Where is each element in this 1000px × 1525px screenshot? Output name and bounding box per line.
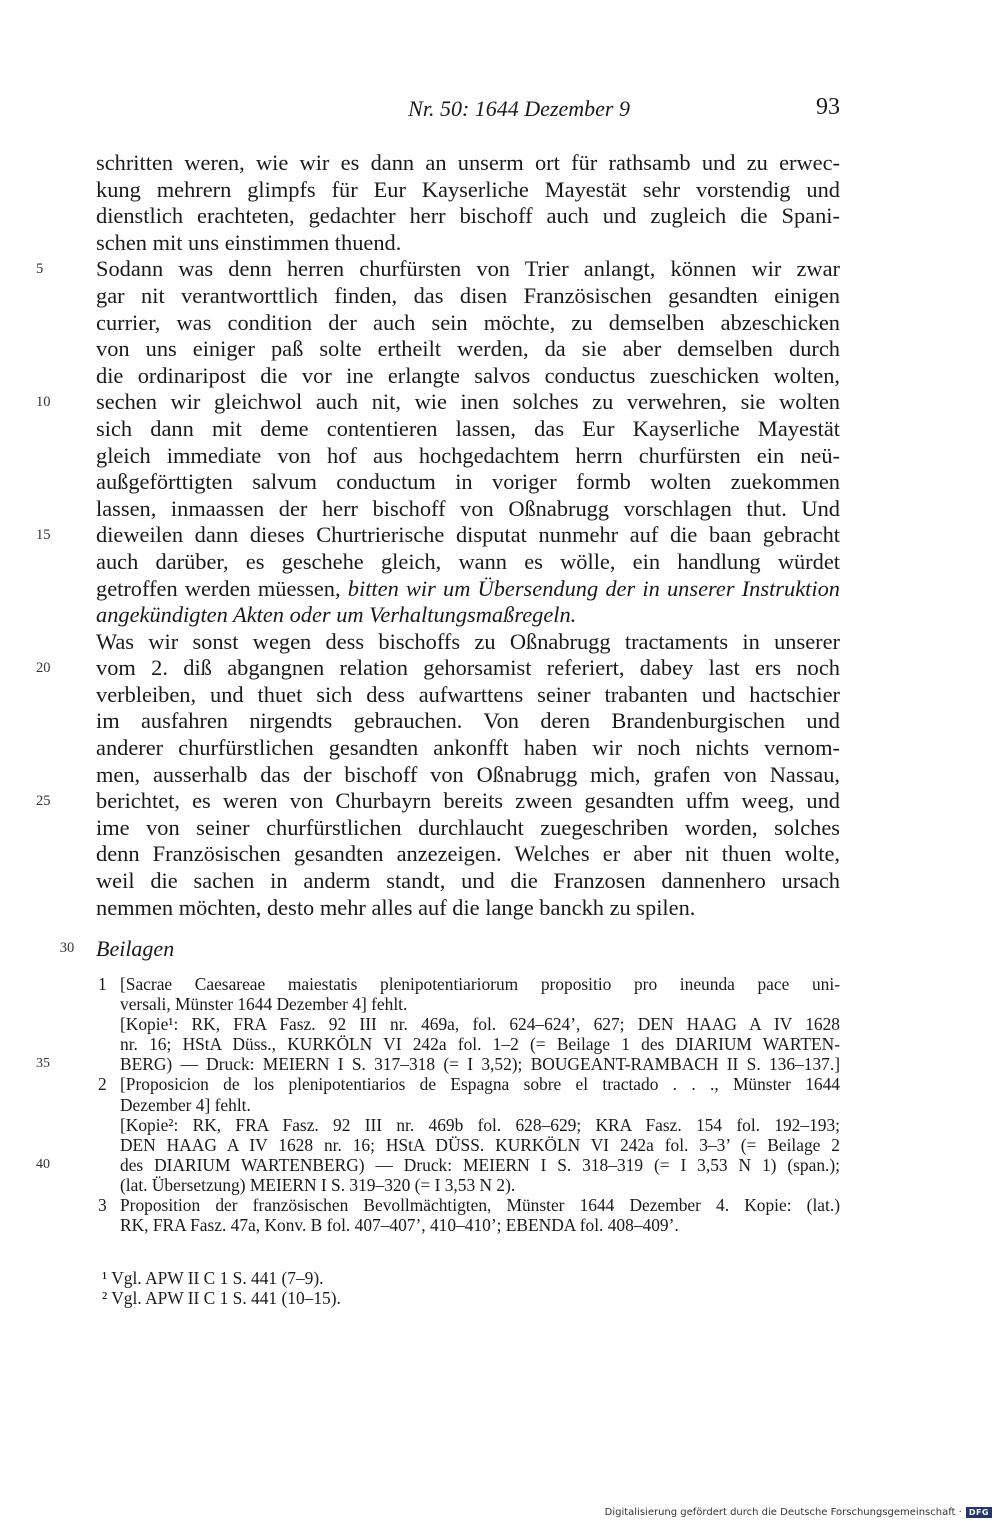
footnote: ² Vgl. APW II C 1 S. 441 (10–15). [102,1288,341,1308]
text-line [96,336,840,363]
text-line [96,708,840,735]
text-line [36,256,840,283]
line-text: weil die sachen in anderm standt, und die Franzosen dannenhero ursach [96,868,840,894]
line-number: 35 [36,1056,50,1072]
appendix-line [120,1014,840,1034]
appendix-text: des DIARIUM WARTENBERG) — Druck: MEIERN I S. 318–319 (= I 3,53 N 1) (span.); [120,1154,840,1175]
line-text: Sodann was denn herren churfürsten von Trier anlangt, können wir zwar [96,256,840,282]
text-line [96,895,840,922]
line-text: lassen, inmaassen der herr bischoff von Oßnabrugg vorschlagen thut. Und [96,495,840,521]
main-text [36,150,840,921]
appendix-line [98,1195,840,1216]
text-line [96,230,840,257]
line-text: auch darüber, es geschehe gleich, wann es wölle, ein handlung würdet [96,548,840,574]
text-line [96,416,840,443]
line-text: currier, was condition der auch sein möchte, zu demselben abzeschicken [96,309,840,335]
text-line [96,150,840,177]
text-line [96,602,840,629]
line-text: im ausfahren nirgendts gebrauchen. Von deren Brandenburgischen und [96,708,840,734]
line-number: 5 [36,261,44,278]
beilagen-heading: Beilagen [96,936,175,961]
appendix-line [120,1115,840,1135]
line-number: 30 [59,940,75,956]
text-line [96,203,840,230]
text-line [36,655,840,682]
text-line [96,629,840,656]
appendix-text: [Sacrae Caesareae maiestatis plenipotentiariorum propositio pro ineunda pace uni- [120,974,840,994]
appendix-list [36,974,840,1236]
running-title: Nr. 50: 1644 Dezember 9 [408,96,630,121]
line-text: vom 2. diß abgangnen relation gehorsamist referiert, dabey last ers noch [96,655,840,681]
digitization-credit [605,1507,992,1518]
line-text: ime von seiner churfürstlichen durchlaucht zuegeschriben worden, solches [96,814,840,840]
text-line [96,177,840,204]
appendix-line [98,1074,840,1095]
appendix-item-number: 1 [98,974,107,994]
appendix-text: Dezember 4] fehlt. [120,1094,251,1115]
text-line [96,735,840,762]
line-text: gar nit verantworttlich finden, das disen Französischen gesandten einigen [96,282,840,308]
text-line [96,496,840,523]
appendix-text: nr. 16; HStA Düss., KURKÖLN VI 242a fol. 1–2 (= Beilage 1 des DIARIUM WARTEN- [120,1034,840,1055]
line-text: sich dann mit deme contentieren lassen, das Eur Kayserliche Mayestät [96,415,840,441]
line-number: 15 [36,527,51,544]
appendix-text: Proposition der französischen Bevollmächtigten, Münster 1644 Dezember 4. Kopie: (lat.) [120,1195,840,1216]
text-line [36,788,840,815]
text-line [96,363,840,390]
line-number: 20 [36,660,51,677]
line-text: berichtet, es weren von Churbayrn bereits zween gesandten uffm weeg, und [96,788,840,814]
line-text: anderer churfürstlichen gesandten ankonfft haben wir noch nichts vernom- [96,735,840,761]
appendix-line [120,1095,840,1115]
beilagen-section [59,936,175,962]
text-line [96,868,840,895]
text-line [96,549,840,576]
text-line [96,576,840,603]
text-line [96,841,840,868]
line-text: nemmen möchten, desto mehr alles auf die lange banckh zu spilen. [96,894,696,920]
appendix-text: BERG) — Druck: MEIERN I S. 317–318 (= I 3,52); BOUGEANT-RAMBACH II S. 136–137.] [120,1054,840,1075]
line-text: dieweilen dann dieses Churtrierische disputat nunmehr auf die baan gebracht [96,522,840,548]
line-text: Was wir sonst wegen dess bischoffs zu Oßnabrugg tractaments in unserer [96,628,840,654]
line-text: kung mehrern glimpfs für Eur Kayserliche Mayestät sehr vorstendig und [96,176,840,202]
appendix-line [120,1215,840,1235]
appendix-line [120,1135,840,1155]
line-text: sechen wir gleichwol auch nit, wie inen solches zu verwehren, sie wolten [96,389,840,415]
appendix-text: [Kopie¹: RK, FRA Fasz. 92 III nr. 469a, fol. 624–624’, 627; DEN HAAG A IV 1628 [120,1014,840,1035]
line-number: 25 [36,793,51,810]
appendix-text: versali, Münster 1644 Dezember 4] fehlt. [120,994,408,1015]
line-text: gleich immediate von hof aus hochgedachtem herrn churfürsten ein neü- [96,442,840,468]
line-text: getroffen werden müessen, [96,575,341,601]
appendix-item-number: 2 [98,1074,107,1095]
line-text: denn Französischen gesandten anzezeigen. Welches er aber nit thuen wolte, [96,841,840,867]
editorial-summary: angekündigten Akten oder um Verhaltungsmaßregeln. [96,602,577,628]
line-text: schen mit uns einstimmen thuend. [96,229,402,255]
line-text: verbleiben, und thuet sich dess aufwarttens seiner trabanten und hactschier [96,681,840,707]
text-line [96,283,840,310]
text-line [96,310,840,337]
line-text: außgeförttigten salvum conductum in voriger formb wolten zuekommen [96,469,840,495]
footnotes [102,1268,842,1308]
line-text: die ordinaripost die vor ine erlangte salvos conductus zueschicken wolten, [96,362,840,388]
text-line [96,469,840,496]
page-number: 93 [816,94,840,120]
line-number: 40 [36,1156,50,1172]
line-text: men, ausserhalb das der bischoff von Oßnabrugg mich, grafen von Nassau, [96,761,840,787]
line-text: von uns einiger paß solte ertheilt werden, da sie aber demselben durch [96,336,840,362]
appendix-text: [Kopie²: RK, FRA Fasz. 92 III nr. 469b fol. 628–629; KRA Fasz. 154 fol. 192–193; [120,1114,840,1135]
editorial-summary: bitten wir um Übersendung der in unserer Instruktion [347,575,840,601]
text-line [96,762,840,789]
appendix-line [120,994,840,1014]
appendix-line [36,1154,840,1175]
dfg-logo: DFG [966,1507,992,1518]
text-line [96,682,840,709]
text-line [96,815,840,842]
appendix-item-number: 3 [98,1195,107,1216]
appendix-line [98,974,840,994]
appendix-line [120,1034,840,1054]
line-number: 10 [36,394,51,411]
appendix-text: [Proposicion de los plenipotentiarios de Espagna sobre el tractado . . ., Münster 1644 [120,1074,840,1095]
appendix-text: RK, FRA Fasz. 47a, Konv. B fol. 407–407’, 410–410’; EBENDA fol. 408–409’. [120,1215,679,1236]
credit-text: Digitalisierung gefördert durch die Deutsche Forschungsgemeinschaft · [604,1507,962,1518]
appendix-text: DEN HAAG A IV 1628 nr. 16; HStA DÜSS. KURKÖLN VI 242a fol. 3–3’ (= Beilage 2 [120,1134,840,1155]
appendix-line [36,1054,840,1075]
appendix-text: (lat. Übersetzung) MEIERN I S. 319–320 (= I 3,53 N 2). [120,1174,516,1195]
text-line [36,389,840,416]
text-line [36,522,840,549]
appendix-line [120,1175,840,1195]
text-line [96,443,840,470]
footnote: ¹ Vgl. APW II C 1 S. 441 (7–9). [102,1268,324,1288]
line-text: schritten weren, wie wir es dann an unserm ort für rathsamb und zu erwec- [96,150,840,175]
line-text: dienstlich erachteten, gedachter herr bischoff auch und zugleich die Spani- [96,203,840,229]
